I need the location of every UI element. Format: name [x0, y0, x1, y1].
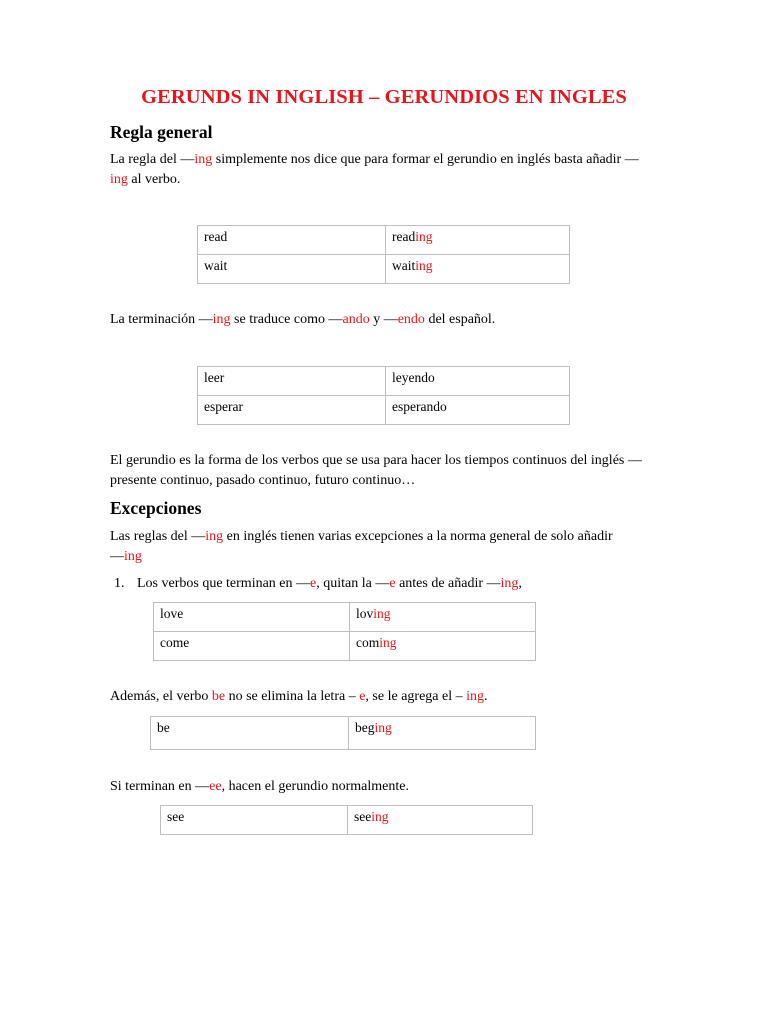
highlight-suffix: ando — [342, 312, 370, 327]
highlight-suffix: ing — [110, 171, 128, 187]
text-run: , hacen el gerundio normalmente. — [221, 779, 409, 794]
text-run: Las reglas del — — [110, 529, 206, 544]
highlight-suffix: ing — [415, 258, 433, 273]
highlight-suffix: e — [389, 576, 396, 591]
highlight-suffix: ing — [466, 689, 484, 704]
table-leer-esperar — [197, 366, 570, 425]
text-run: com — [356, 635, 380, 650]
table-cell — [350, 632, 536, 661]
table-row — [151, 717, 536, 750]
highlight-suffix: ing — [415, 229, 433, 244]
table-cell: leer — [198, 367, 386, 396]
table-see — [160, 805, 533, 835]
ee-paragraph — [110, 777, 650, 797]
table-read-wait — [197, 225, 570, 284]
highlight-suffix: ing — [212, 312, 231, 327]
table-cell: love — [154, 603, 350, 632]
table-be — [150, 716, 536, 750]
list-number: 1. — [114, 576, 125, 591]
table-row — [154, 632, 536, 661]
highlight-suffix: ing — [374, 720, 392, 735]
list-item-verbos-e — [137, 574, 637, 594]
table-row — [161, 806, 533, 835]
text-run: y — — [369, 312, 398, 327]
text-run: antes de añadir — — [395, 576, 501, 591]
highlight-suffix: ing — [194, 152, 213, 167]
highlight-suffix: ee — [209, 779, 222, 794]
text-run: lov — [356, 606, 374, 621]
highlight-suffix: ing — [373, 606, 391, 621]
table-row — [154, 603, 536, 632]
table-cell: read — [198, 226, 386, 255]
table-cell: be — [151, 717, 349, 750]
table-cell: esperando — [386, 396, 570, 425]
table-cell — [386, 255, 570, 284]
text-run: see — [354, 809, 372, 824]
text-run: , — [518, 576, 522, 591]
text-run: no se elimina la letra – — [225, 689, 360, 704]
ademas-paragraph — [110, 687, 650, 707]
highlight-suffix: ing — [124, 548, 142, 564]
highlight-suffix: e — [359, 689, 366, 704]
table-row — [198, 255, 570, 284]
highlight-suffix: ing — [371, 809, 389, 824]
text-run: en inglés tienen varias excepciones a la norma general de solo añadir — — [110, 529, 613, 564]
highlight-suffix: be — [211, 689, 226, 704]
table-cell: come — [154, 632, 350, 661]
table-cell — [350, 603, 536, 632]
text-run: beg — [355, 720, 375, 735]
text-run: simplemente nos dice que para formar el gerundio en inglés basta añadir — — [212, 152, 639, 167]
table-row — [198, 367, 570, 396]
text-run: Los verbos que terminan en — — [137, 576, 311, 591]
traduccion-paragraph — [110, 310, 650, 330]
highlight-suffix: ing — [500, 576, 519, 591]
text-run: , quitan la — — [316, 576, 390, 591]
table-cell: see — [161, 806, 348, 835]
text-run: Si terminan en — — [110, 779, 210, 794]
section-heading-regla-general: Regla general — [110, 122, 213, 142]
section-heading-excepciones: Excepciones — [110, 498, 202, 518]
table-cell: wait — [198, 255, 386, 284]
text-run: al verbo. — [127, 171, 181, 187]
text-run: . — [484, 689, 488, 704]
highlight-suffix: ing — [379, 635, 397, 650]
text-run: , se le agrega el – — [365, 689, 467, 704]
regla-intro-paragraph — [110, 150, 650, 189]
highlight-suffix: e — [310, 576, 317, 591]
page-title: GERUNDS IN INGLISH – GERUNDIOS EN INGLES — [141, 86, 627, 108]
table-cell: leyendo — [386, 367, 570, 396]
text-run: del español. — [424, 312, 496, 327]
table-cell — [348, 806, 533, 835]
text-run: Además, el verbo — [110, 689, 212, 704]
table-cell — [349, 717, 536, 750]
highlight-suffix: ing — [205, 529, 224, 544]
table-cell: esperar — [198, 396, 386, 425]
text-run: La regla del — — [110, 152, 195, 167]
table-row — [198, 226, 570, 255]
table-love-come — [153, 602, 536, 661]
text-run: La terminación — — [110, 312, 213, 327]
table-cell — [386, 226, 570, 255]
excepciones-intro-paragraph — [110, 527, 630, 566]
text-run: wait — [392, 258, 416, 273]
gerundio-definition-paragraph: El gerundio es la forma de los verbos que se usa para hacer los tiempos continuos del inglés —presente continuo, pasado continuo, futuro continuo… — [110, 453, 642, 488]
text-run: read — [392, 229, 416, 244]
table-row — [198, 396, 570, 425]
highlight-suffix: endo — [397, 312, 425, 327]
text-run: se traduce como — — [230, 312, 343, 327]
